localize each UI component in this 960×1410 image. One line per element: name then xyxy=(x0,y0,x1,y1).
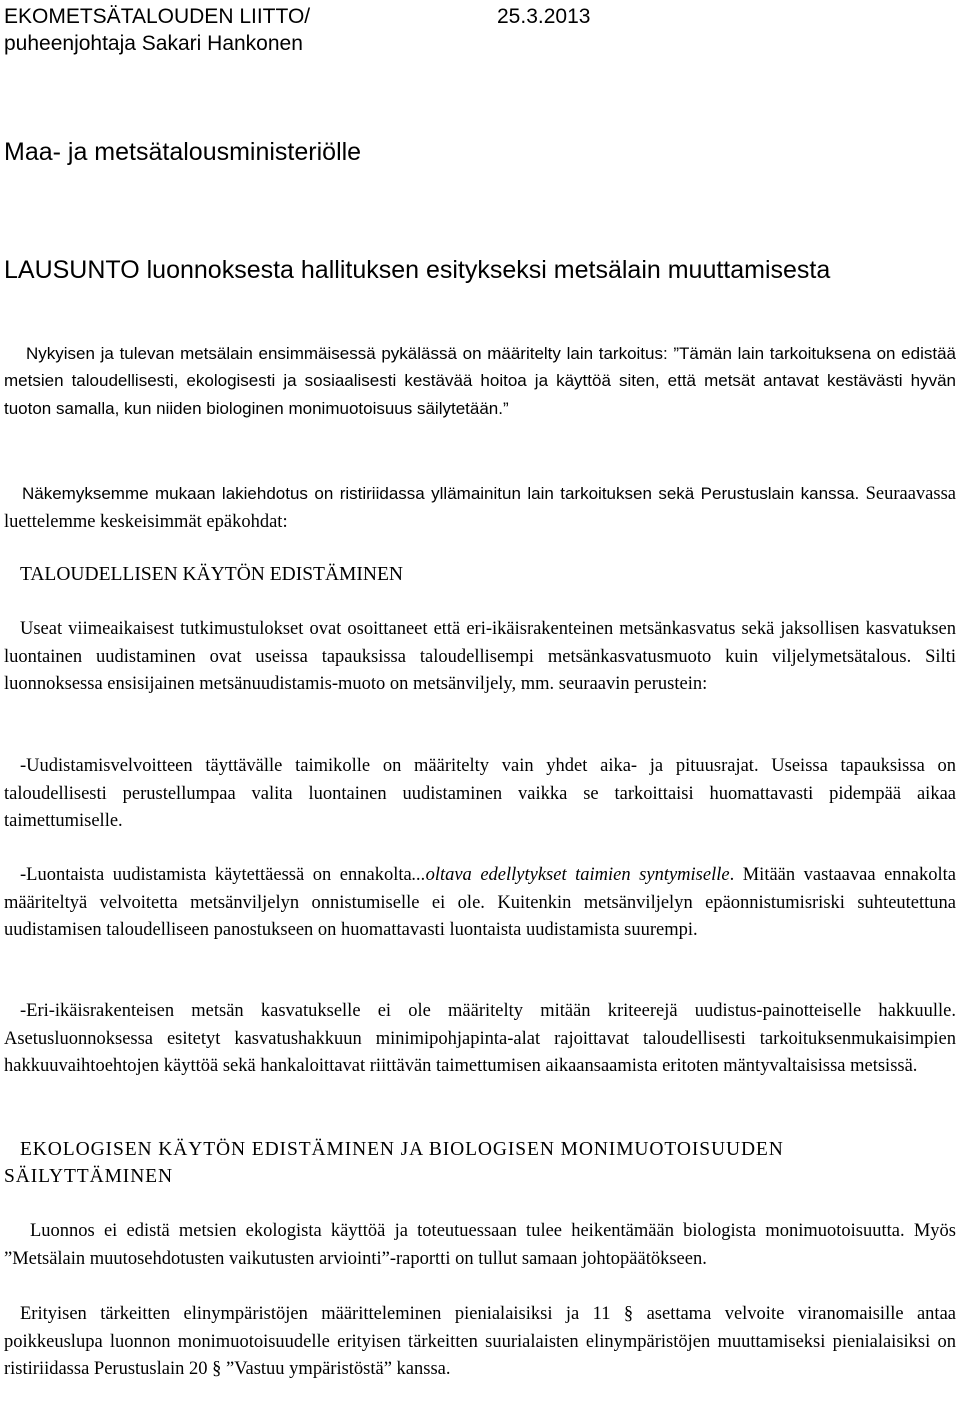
section-heading-ecological-cont: SÄILYTTÄMINEN xyxy=(4,1166,173,1187)
section-heading-ecological: EKOLOGISEN KÄYTÖN EDISTÄMINEN JA BIOLOGISEN MONIMUOTOISUUDEN xyxy=(20,1139,784,1160)
natural-regeneration-text: -Luontaista uudistamista käytettäessä on ennakolta xyxy=(20,865,412,885)
list-intro: Seuraavassa luettelemme keskeisimmät epäkohdat: xyxy=(4,484,957,533)
quoted-requirement: ...oltava edellytykset taimien syntymiselle xyxy=(411,865,730,885)
renewal-obligation-paragraph: -Uudistamisvelvoitteen täyttävälle taimikolle on määritelty vain yhdet aika- ja pituusrajat. Useissa tapauksissa on taloudellisesti perustellumpaa valita luontainen uudistaminen vaikka se tarkoittaisi huomattavasti pidempää aikaa taimettumiselle. xyxy=(4,756,956,831)
organization-name: EKOMETSÄTALOUDEN LIITTO/ xyxy=(4,5,311,28)
habitats-paragraph: Erityisen tärkeitten elinympäristöjen määritteleminen pienialaisiksi ja 11 § asettama velvoite viranomaisille antaa poikkeuslupa luonnon monimuotoisuudelle erityisen tärkeitten suurialaisten elinympäristöjen muuttamiseksi pienialaisiksi on ristiriidassa Perustuslain 20 § ”Vastuu ympäristöstä” kanssa. xyxy=(4,1304,956,1379)
document-date: 25.3.2013 xyxy=(497,5,591,28)
law-purpose-paragraph: Nykyisen ja tulevan metsälain ensimmäisessä pykälässä on määritelty lain tarkoitus: ”Tämän lain tarkoituksena on edistää metsien taloudellisesti, ekologisesti ja sosiaalisesti kestävää hoitoa ja käyttöä siten, että metsät antavat kestävästi hyvän tuoton samalla, kun niiden biologinen monimuotoisuus säilytetään.” xyxy=(4,344,956,418)
view-statement: Näkemyksemme mukaan lakiehdotus on ristiriidassa yllämainitun lain tarkoituksen sekä Perustuslain kanssa. xyxy=(22,484,860,503)
statement-title: LAUSUNTO luonnoksesta hallituksen esitykseksi metsälain muuttamisesta xyxy=(4,256,831,284)
chairperson-line: puheenjohtaja Sakari Hankonen xyxy=(4,32,303,55)
natural-regeneration-paragraph xyxy=(4,862,956,945)
section-heading-economic: TALOUDELLISEN KÄYTÖN EDISTÄMINEN xyxy=(20,564,403,585)
view-paragraph xyxy=(4,480,956,537)
natural-regeneration-text-end: . Mitään vastaavaa ennakolta määriteltyä velvoitetta metsänviljelyn onnistumiselle ei ole. Kuitenkin metsänviljelyn epäonnistumisriski suhteutettuna uudistamisen taloudelliseen panostukseen on huomattavasti luontaista uudistamista suurempi. xyxy=(4,865,957,940)
ecology-paragraph: Luonnos ei edistä metsien ekologista käyttöä ja toteutuessaan tulee heikentämään biologista monimuotoisuutta. Myös ”Metsälain muutosehdotusten vaikutusten arviointi”-raportti on tullut samaan johtopäätökseen. xyxy=(4,1221,956,1269)
uneven-aged-paragraph: -Eri-ikäisrakenteisen metsän kasvatukselle ei ole määritelty mitään kriteerejä uudistus-painotteiselle hakkuulle. Asetusluonnoksessa esitetyt kasvatushakkuun minimipohjapinta-alat rajoittavat taloudellisesti tarkoituksenmukaisimpien hakkuuvaihtoehtojen käyttöä sekä hankaloittavat riittävän taimettumisen aikaansaamista eritoten mäntyvaltaisissa metsissä. xyxy=(4,1001,956,1076)
recipient-line: Maa- ja metsätalousministeriölle xyxy=(4,138,362,166)
research-paragraph: Useat viimeaikaisest tutkimustulokset ovat osoittaneet että eri-ikäisrakenteinen metsänkasvatus sekä jaksollisen kasvatuksen luontainen uudistaminen ovat useissa tapauksissa taloudellisempi metsänkasvatusmuoto kuin viljelymetsätalous. Silti luonnoksessa ensisijainen metsänuudistamis-muoto on metsänviljely, mm. seuraavin perustein: xyxy=(4,619,956,694)
